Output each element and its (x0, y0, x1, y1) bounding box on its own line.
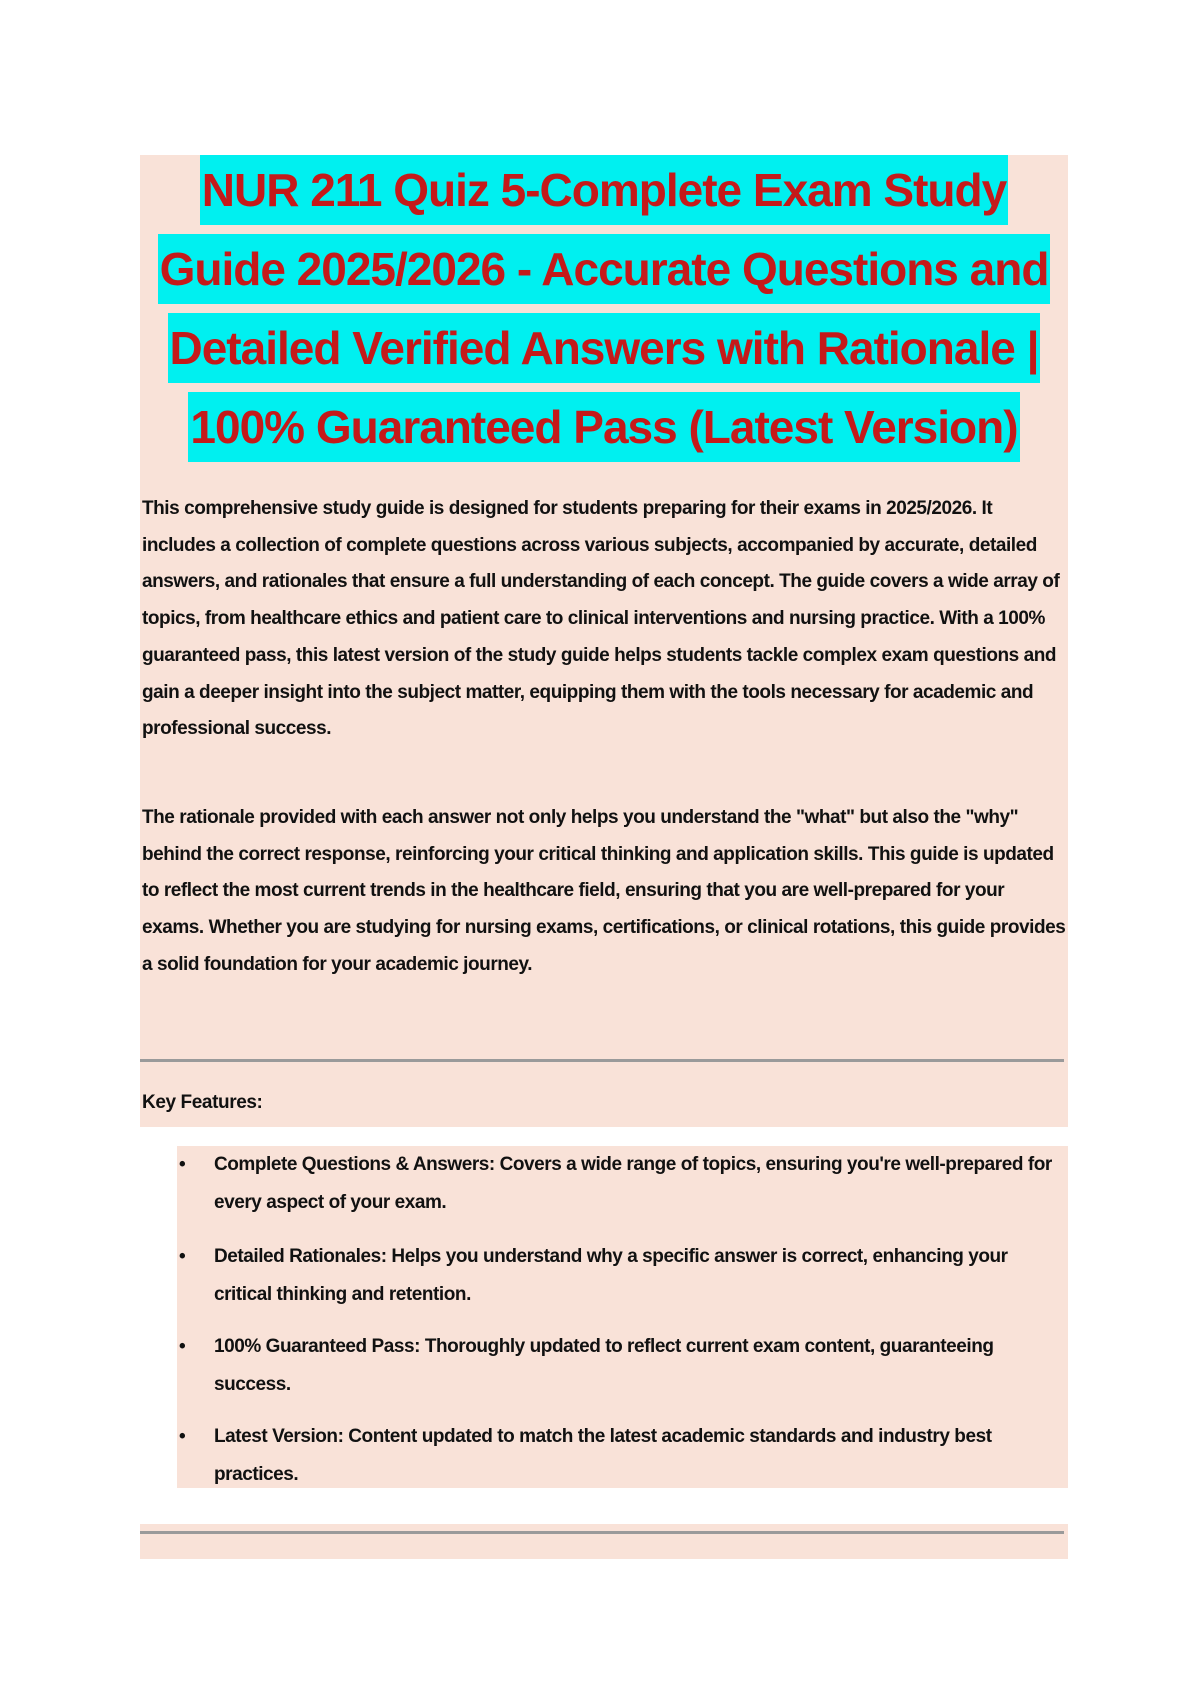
intro-section (140, 155, 1068, 1127)
intro-paragraph: This comprehensive study guide is designed for students preparing for their exams in 2025/2026. It includes a collection of complete questions across various subjects, accompanied by accurate, detailed answers, and rationales that ensure a full understanding of each concept. The guide covers a wide array of topics, from healthcare ethics and patient care to clinical interventions and nursing practice. With a 100% guaranteed pass, this latest version of the study guide helps students tackle complex exam questions and gain a deeper insight into the subject matter, equipping them with the tools necessary for academic and professional success. (142, 498, 1060, 740)
divider (140, 1059, 1064, 1062)
bullet-icon: • (179, 1336, 186, 1357)
rationale-paragraph: The rationale provided with each answer not only helps you understand the "what" but also the "why" behind the correct response, reinforcing your critical thinking and application skills. This guide is updated to reflect the most current trends in the healthcare field, ensuring that you are well-prepared for your exams. Whether you are studying for nursing exams, certifications, or clinical rotations, this guide provides a solid foundation for your academic journey. (142, 807, 1066, 975)
title-line: Detailed Verified Answers with Rationale | (168, 313, 1041, 383)
key-features-heading: Key Features: (142, 1092, 263, 1113)
bullet-icon: • (179, 1246, 186, 1267)
title-line: 100% Guaranteed Pass (Latest Version) (188, 392, 1019, 462)
bullet-icon: • (179, 1154, 186, 1175)
divider (140, 1531, 1064, 1534)
document-title (140, 155, 1068, 471)
title-line: NUR 211 Quiz 5-Complete Exam Study (200, 155, 1008, 225)
footer-section (140, 1524, 1068, 1559)
title-line: Guide 2025/2026 - Accurate Questions and (158, 234, 1051, 304)
bullet-icon: • (179, 1426, 186, 1447)
features-list: • Complete Questions & Answers: Covers a wide range of topics, ensuring you're well-prepared for every aspect of your exam. • Detailed Rationales: Helps you understand why a specific answer is correct, enhancing your critical thinking and retention. • 100% Guaranteed Pass: Thoroughly updated to reflect current exam content, guaranteeing success. • Latest Version: Content updated to match the latest academic standards and industry best practices. (177, 1146, 1068, 1488)
